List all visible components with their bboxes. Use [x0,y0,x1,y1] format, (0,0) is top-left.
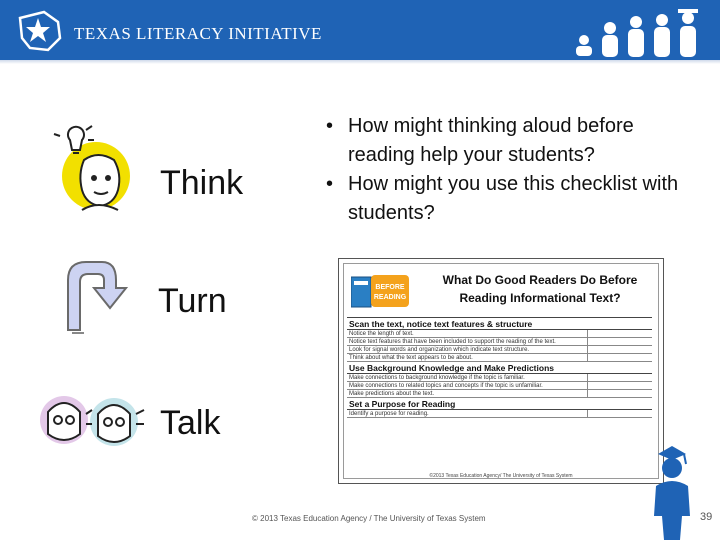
checklist-row: Notice the length of text. [347,330,652,338]
checklist-row: Look for signal words and organization which indicate text structure. [347,346,652,354]
brand-title: TEXAS LITERACY INITIATIVE [74,24,322,43]
checklist-row: Make predictions about the text. [347,390,652,398]
book-icon [351,273,409,309]
checklist-title: What Do Good Readers Do Before Reading Informational Text? [442,273,638,305]
turn-arrow-icon [58,252,130,334]
talking-people-icon [34,390,148,452]
banner-shadow [0,60,720,64]
checklist-footer: ©2013 Texas Education Agency/ The University of Texas System [429,473,573,479]
section-header: Set a Purpose for Reading [347,398,652,410]
discussion-questions [326,112,696,228]
checklist-row: Make connections to related topics and concepts if the topic is unfamiliar. [347,382,652,390]
step-talk-label: Talk [160,404,221,442]
bullet-item: • How might you use this checklist with students? [326,173,679,224]
bullet-item: • How might thinking aloud before reading help your students? [326,115,634,166]
graduate-figure-icon [650,442,694,540]
svg-text:BEFORE: BEFORE [375,284,405,291]
thinking-person-icon [52,124,134,214]
texas-star-icon [14,8,64,54]
step-think-label: Think [160,164,244,202]
checklist-table [347,317,652,418]
footer-copyright: © 2013 Texas Education Agency / The University of Texas System [252,514,486,523]
checklist-row: Make connections to background knowledge if the topic is familiar. [347,374,652,382]
children-figures-icon [570,4,720,60]
checklist-row: Notice text features that have been included to support the reading of the text. [347,338,652,346]
checklist-image [338,258,664,484]
svg-text:READING: READING [373,294,407,301]
checklist-row: Identify a purpose for reading. [347,410,652,418]
section-header: Scan the text, notice text features & structure [347,318,652,330]
step-turn-label: Turn [158,282,227,320]
section-header: Use Background Knowledge and Make Predictions [347,362,652,374]
checklist-row: Think about what the text appears to be about. [347,354,652,362]
page-number: 39 [700,511,713,523]
